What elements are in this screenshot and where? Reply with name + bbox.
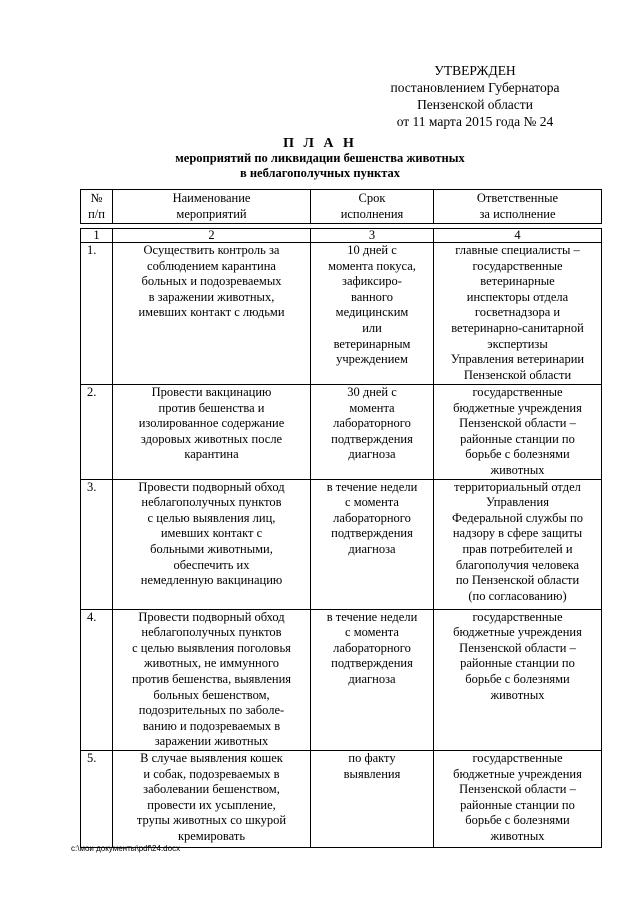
responsible-line: экспертизы (487, 336, 548, 351)
responsible-line: Пензенской области – (459, 416, 576, 431)
title-line-2: мероприятий по ликвидации бешенства животных (175, 151, 465, 165)
term-line: диагноза (348, 447, 396, 462)
term-line: или (362, 320, 382, 335)
measure-line: немедленную вакцинацию (140, 573, 283, 588)
term-line: ванного (351, 289, 393, 304)
column-number-4: 4 (434, 229, 602, 243)
responsible-line: государственные (472, 258, 563, 273)
measure-line: провести их усыпление, (147, 797, 276, 812)
measure-line: кремировать (177, 828, 246, 843)
approval-line-4: от 11 марта 2015 года № 24 (396, 114, 554, 129)
responsible-line: прав потребителей и (462, 541, 573, 556)
responsible-line: Управления ветеринарии (450, 352, 585, 367)
header-term-line-1: Срок (358, 190, 386, 205)
term-line: медицинским (335, 305, 409, 320)
table-row (81, 243, 602, 385)
responsible-line: ветеринарно-санитарной (451, 320, 584, 335)
responsible-line: Пензенской области (463, 367, 572, 382)
header-num-line-2: п/п (88, 206, 105, 221)
cell-responsible (434, 479, 602, 609)
responsible-line: Пензенской области – (459, 782, 576, 797)
cell-measure (113, 385, 311, 480)
term-line: момента (349, 400, 395, 415)
responsible-line: территориальный отдел (454, 479, 581, 494)
measure-line: трупы животных со шкурой (136, 813, 287, 828)
term-line: лабораторного (333, 416, 411, 431)
measure-line: с целью выявления лиц, (147, 510, 276, 525)
term-line: подтверждения (331, 431, 413, 446)
row-number: 2. (81, 385, 113, 480)
measure-line: Провести подворный обход (138, 479, 285, 494)
term-line: по факту (348, 750, 396, 765)
term-line: в течение недели (326, 479, 418, 494)
header-measure-line-2: мероприятий (176, 206, 247, 221)
responsible-line: животных (490, 462, 545, 477)
table-row (81, 750, 602, 847)
approval-line-3: Пензенской области (417, 97, 533, 112)
measure-line: больных бешенством, (153, 687, 270, 702)
table-row (81, 609, 602, 750)
responsible-line: государственные (472, 750, 563, 765)
responsible-line: борьбе с болезнями (465, 813, 570, 828)
term-line: подтверждения (331, 656, 413, 671)
measure-line: больными животными, (150, 541, 273, 556)
row-number: 1. (81, 243, 113, 385)
cell-term (311, 609, 434, 750)
row-number: 3. (81, 479, 113, 609)
header-responsible-line-1: Ответственные (476, 190, 559, 205)
cell-responsible (434, 750, 602, 847)
column-number-row (81, 229, 602, 243)
term-line: 30 дней с (347, 385, 397, 399)
term-line: с момента (345, 625, 399, 640)
term-line: момента покуса, (328, 258, 416, 273)
term-line: диагноза (348, 541, 396, 556)
responsible-line: по Пензенской области (455, 573, 580, 588)
responsible-line: бюджетные учреждения (453, 766, 582, 781)
responsible-line: бюджетные учреждения (453, 625, 582, 640)
measure-line: подозрительных по заболе- (138, 703, 285, 718)
term-line: учреждением (336, 352, 408, 367)
term-line: с момента (345, 495, 399, 510)
term-line: ветеринарным (333, 336, 411, 351)
header-term-line-2: исполнения (340, 206, 404, 221)
measure-line: животных, не иммунного (143, 656, 280, 671)
row-number: 4. (81, 609, 113, 750)
title-line-3: в неблагополучных пунктах (239, 166, 401, 180)
responsible-line: бюджетные учреждения (453, 400, 582, 415)
measure-line: больных и подозреваемых (141, 274, 282, 289)
cell-measure (113, 479, 311, 609)
header-num-line-1: № (90, 190, 103, 205)
term-line: лабораторного (333, 640, 411, 655)
table-row (81, 479, 602, 609)
responsible-line: животных (490, 687, 545, 702)
responsible-line: инспекторы отдела (466, 289, 569, 304)
measure-line: имевших контакт с (160, 526, 263, 541)
responsible-line: государственные (472, 385, 563, 399)
measure-line: В случае выявления кошек (140, 750, 283, 765)
term-line: диагноза (348, 671, 396, 686)
cell-term (311, 243, 434, 385)
plan-rows (81, 243, 602, 848)
term-line: 10 дней с (347, 243, 397, 257)
term-line: подтверждения (331, 526, 413, 541)
measure-line: здоровых животных после (140, 431, 283, 446)
term-line: выявления (343, 766, 401, 781)
responsible-line: государственные (472, 609, 563, 624)
responsible-line: Управления (486, 495, 549, 510)
cell-responsible (434, 243, 602, 385)
file-path-footer: c:\мои документы\pdf\24.docx (71, 844, 181, 853)
row-number: 5. (81, 750, 113, 847)
measure-line: против бешенства, выявления (131, 671, 292, 686)
responsible-line: главные специалисты – (455, 243, 580, 257)
responsible-line: районные станции по (460, 656, 575, 671)
measure-line: ванию и подозреваемых в (142, 718, 281, 733)
measure-line: и собак, подозреваемых в (143, 766, 280, 781)
responsible-line: Пензенской области – (459, 640, 576, 655)
cell-responsible (434, 609, 602, 750)
approval-block (360, 62, 590, 130)
measure-line: с целью выявления поголовья (132, 640, 291, 655)
measure-line: Провести подворный обход (138, 609, 285, 624)
cell-measure (113, 243, 311, 385)
responsible-line: надзору в сфере защиты (452, 526, 583, 541)
column-number-2: 2 (113, 229, 311, 243)
cell-term (311, 750, 434, 847)
measure-line: обеспечить их (173, 557, 250, 572)
header-responsible (434, 190, 602, 224)
measure-line: изолированное содержание (138, 416, 285, 431)
cell-term (311, 385, 434, 480)
cell-responsible (434, 385, 602, 480)
responsible-line: борьбе с болезнями (465, 671, 570, 686)
term-line: лабораторного (333, 510, 411, 525)
measure-line: против бешенства и (158, 400, 265, 415)
measure-line: карантина (184, 447, 239, 462)
table-row (81, 385, 602, 480)
header-num (81, 190, 113, 224)
measure-line: Осуществить контроль за (143, 243, 280, 257)
measure-line: Провести вакцинацию (151, 385, 272, 399)
measure-line: заражении животных (154, 734, 269, 749)
header-term (311, 190, 434, 224)
cell-measure (113, 750, 311, 847)
measure-line: неблагополучных пунктов (141, 625, 282, 640)
term-line: зафиксиро- (342, 274, 402, 289)
responsible-line: районные станции по (460, 431, 575, 446)
cell-measure (113, 609, 311, 750)
header-measure-line-1: Наименование (172, 190, 251, 205)
document-title (80, 136, 560, 181)
term-line: в течение недели (326, 609, 418, 624)
plan-heading: П Л А Н (283, 136, 357, 151)
approval-line-2: постановлением Губернатора (390, 80, 560, 95)
responsible-line: животных (490, 828, 545, 843)
header-measure (113, 190, 311, 224)
measure-line: соблюдением карантина (147, 258, 276, 273)
responsible-line: госветнадзора и (474, 305, 561, 320)
measure-line: в заражении животных, (148, 289, 275, 304)
responsible-line: районные станции по (460, 797, 575, 812)
column-number-3: 3 (311, 229, 434, 243)
responsible-line: Федеральной службы по (452, 510, 583, 525)
column-number-1: 1 (81, 229, 113, 243)
cell-term (311, 479, 434, 609)
responsible-line: (по согласованию) (468, 588, 567, 603)
responsible-line: борьбе с болезнями (465, 447, 570, 462)
responsible-line: ветеринарные (480, 274, 555, 289)
responsible-line: благополучия человека (455, 557, 580, 572)
measure-line: заболевании бешенством, (143, 782, 280, 797)
measure-line: имевших контакт с людьми (138, 305, 285, 320)
approval-line-1: УТВЕРЖДЕН (434, 63, 516, 78)
measure-line: неблагополучных пунктов (141, 495, 282, 510)
header-responsible-line-2: за исполнение (479, 206, 556, 221)
table-header-row (81, 190, 602, 224)
plan-table (80, 189, 602, 848)
